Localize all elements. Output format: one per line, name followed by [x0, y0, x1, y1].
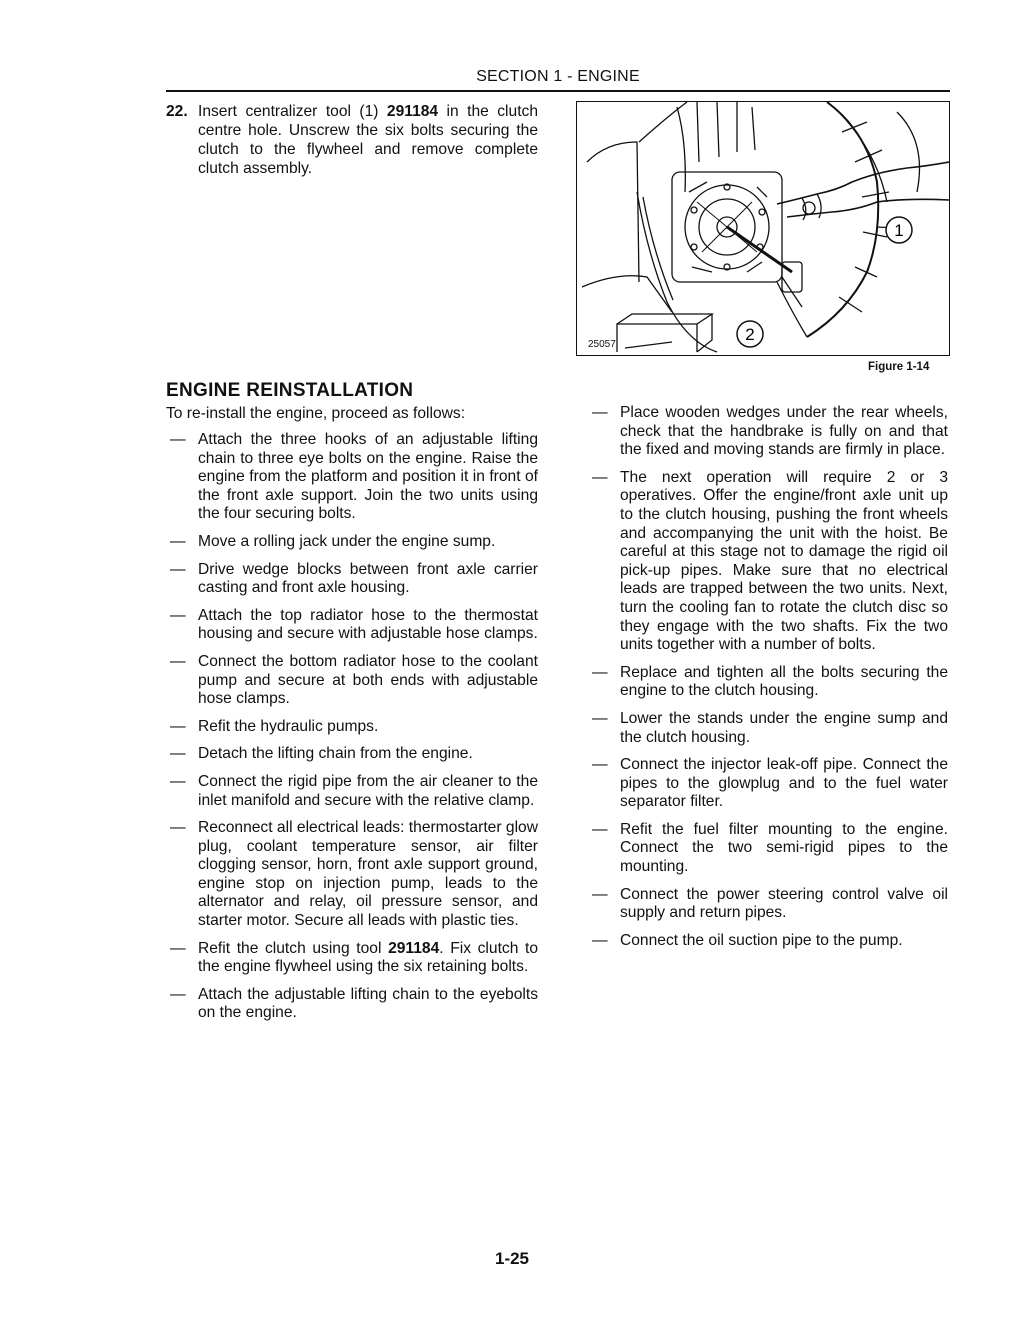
right-step-list [588, 404, 948, 959]
dash-bullet: — [170, 772, 186, 790]
list-item [166, 718, 538, 737]
list-item-text: Replace and tighten all the bolts securing the engine to the clutch housing. [620, 663, 948, 700]
list-item-text: Lower the stands under the engine sump and the clutch housing. [620, 709, 948, 746]
tool-code: 291184 [386, 103, 439, 120]
list-item-text: Drive wedge blocks between front axle carrier casting and front axle housing. [198, 560, 538, 597]
figure-illustration [576, 101, 950, 356]
list-item-text: Place wooden wedges under the rear wheels, check that the handbrake is fully on and that the fixed and moving stands are firmly in place. [620, 404, 948, 459]
list-item [588, 821, 948, 877]
dash-bullet: — [592, 663, 608, 681]
list-item-text: Connect the injector leak-off pipe. Connect the pipes to the glowplug and to the fuel water separator filter. [620, 756, 948, 811]
list-item [166, 819, 538, 931]
section-header: SECTION 1 - ENGINE [476, 68, 640, 85]
dash-bullet: — [170, 985, 186, 1003]
dash-bullet: — [592, 468, 608, 486]
dash-bullet: — [170, 532, 186, 550]
intro-text: To re-install the engine, proceed as follows: [166, 405, 466, 422]
list-item-text: The next operation will require 2 or 3 operatives. Offer the engine/front axle unit up to the clutch housing, pushing the front wheels and accompanying the unit with the hoist. Be careful at this stage not to damage the rigid oil pick-up pipes. Make sure that no electrical leads are trapped between the two units. Next, turn the cooling fan to rotate the clutch disc so they engage with the two shafts. Fix the two units together with a number of bolts. [620, 468, 948, 654]
list-item [166, 431, 538, 524]
dash-bullet: — [170, 819, 186, 837]
dash-bullet: — [170, 939, 186, 957]
list-item-text: Detach the lifting chain from the engine. [198, 745, 473, 763]
dash-bullet: — [592, 404, 608, 421]
dash-bullet: — [170, 431, 186, 448]
list-item [166, 653, 538, 709]
dash-bullet: — [170, 717, 186, 735]
list-item-text: Attach the three hooks of an adjustable lifting chain to three eye bolts on the engine. Raise the engine from the platform and position it in front of the front axle support. Join the two units using the four securing bolts. [198, 431, 538, 523]
step-22-text [166, 102, 538, 178]
list-item-text: Move a rolling jack under the engine sump. [198, 532, 496, 550]
dash-bullet: — [592, 931, 608, 949]
step-22-text-a: Insert centralizer tool (1) [198, 103, 387, 120]
callout-2-label: 2 [745, 325, 755, 344]
list-item [166, 561, 538, 598]
list-item-text: Reconnect all electrical leads: thermostarter glow plug, coolant temperature sensor, air filter clogging sensor, horn, front axle support ground, engine stop on injection pump, leads to the alternator and relay, oil pressure sensor, and starter motor. Secure all leads with plastic ties. [198, 819, 538, 930]
list-item [588, 664, 948, 701]
list-item-text: Refit the fuel filter mounting to the engine. Connect the two semi-rigid pipes to the mounting. [620, 820, 948, 876]
list-item [166, 745, 538, 764]
engine-clutch-illustration [577, 102, 949, 355]
list-item [588, 404, 948, 460]
figure-id-label: 25057 [588, 339, 616, 350]
dash-bullet: — [592, 885, 608, 903]
page-number: 1-25 [494, 1249, 530, 1268]
callout-1 [886, 217, 912, 243]
dash-bullet: — [592, 756, 608, 774]
list-item [588, 710, 948, 747]
dash-bullet: — [592, 820, 608, 838]
list-item [588, 756, 948, 812]
dash-bullet: — [170, 606, 186, 624]
list-item-text: Attach the top radiator hose to the thermostat housing and secure with adjustable hose clamps. [198, 606, 538, 643]
step-number: 22. [166, 103, 188, 120]
list-item [166, 533, 538, 552]
header-rule [166, 90, 950, 92]
dash-bullet: — [170, 560, 186, 578]
dash-bullet: — [170, 745, 186, 763]
list-item-text: Connect the power steering control valve oil supply and return pipes. [620, 885, 948, 922]
list-item-text: Connect the rigid pipe from the air cleaner to the inlet manifold and secure with the relative clamp. [198, 772, 538, 809]
list-item-text: Refit the hydraulic pumps. [198, 717, 379, 735]
list-item [166, 986, 538, 1023]
step-22-text-b: in the clutch centre hole. Unscrew the six bolts securing the clutch to the flywheel and remove complete clutch assembly. [198, 103, 538, 177]
list-item [166, 607, 538, 644]
list-item [588, 932, 948, 951]
section-heading: ENGINE REINSTALLATION [166, 380, 414, 401]
list-item [588, 469, 948, 655]
callout-1-label: 1 [894, 221, 904, 240]
step-22 [166, 102, 538, 178]
refit-clutch-text-b: . Fix clutch to the engine flywheel using the six retaining bolts. [198, 939, 539, 976]
list-item [588, 886, 948, 923]
figure-caption: Figure 1-14 [868, 361, 930, 373]
refit-clutch-text-a: Refit the clutch using tool [198, 939, 389, 957]
list-item-text: Connect the bottom radiator hose to the coolant pump and secure at both ends with adjustable hose clamps. [198, 652, 538, 708]
left-step-list [166, 431, 538, 1032]
list-item-text: Connect the oil suction pipe to the pump. [620, 931, 903, 949]
callout-2 [737, 321, 763, 347]
tool-code: 291184 [388, 939, 440, 957]
dash-bullet: — [592, 709, 608, 727]
list-item-text: Attach the adjustable lifting chain to the eyebolts on the engine. [198, 985, 538, 1022]
dash-bullet: — [170, 652, 186, 670]
list-item-refit-clutch [166, 940, 538, 977]
list-item [166, 773, 538, 810]
